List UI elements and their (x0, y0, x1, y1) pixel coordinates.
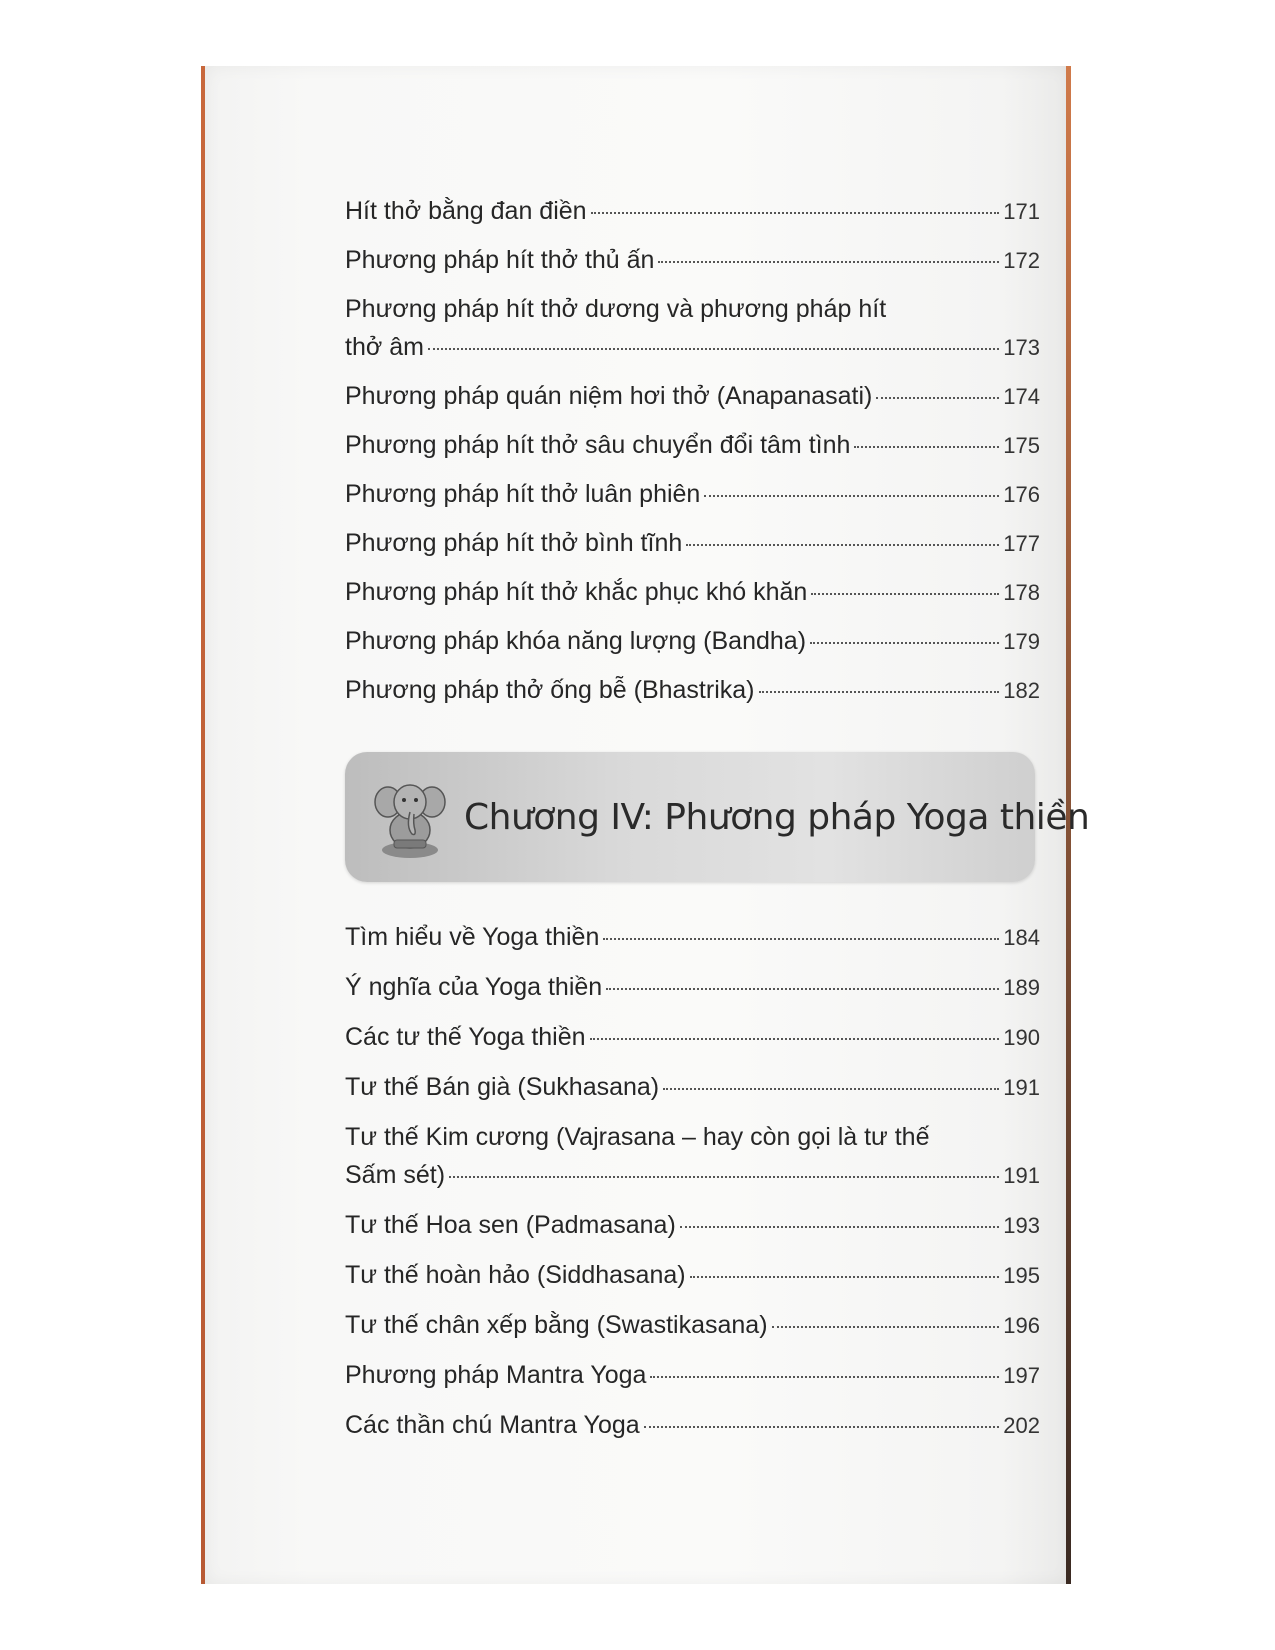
toc-entry-title: thở âm (345, 333, 424, 361)
toc-entry-page: 191 (1003, 1163, 1040, 1188)
toc-entry (345, 1410, 1040, 1441)
toc-entry (345, 1022, 1040, 1053)
toc-entry-title: Tư thế hoàn hảo (Siddhasana) (345, 1261, 686, 1289)
toc-entry-title: Các thần chú Mantra Yoga (345, 1411, 640, 1439)
toc-entry-page: 172 (1003, 248, 1040, 273)
toc-entry (345, 479, 1040, 510)
toc-entry-page: 177 (1003, 531, 1040, 556)
toc-entry (345, 430, 1040, 461)
toc-entry-title: Các tư thế Yoga thiền (345, 1023, 586, 1051)
toc-entry-page: 189 (1003, 975, 1040, 1000)
toc-entry-title: Sấm sét) (345, 1161, 446, 1189)
dot-leader (658, 261, 999, 263)
toc-entry-page: 197 (1003, 1363, 1040, 1388)
dot-leader (591, 212, 1000, 214)
toc-entry-title: Phương pháp hít thở luân phiên (345, 480, 701, 508)
dot-leader (449, 1176, 999, 1178)
dot-leader (686, 544, 999, 546)
toc-entry-page: 173 (1003, 335, 1040, 360)
toc-entry (345, 922, 1040, 953)
toc-entry-title: Phương pháp hít thở thủ ấn (345, 246, 655, 274)
toc-entry-title: Tư thế chân xếp bằng (Swastikasana) (345, 1311, 768, 1339)
toc-entry-title: Phương pháp hít thở khắc phục khó khăn (345, 578, 808, 606)
toc-entry-page: 171 (1003, 199, 1040, 224)
toc-entry-page: 182 (1003, 678, 1040, 703)
toc-entry-title-line1: Tư thế Kim cương (Vajrasana – hay còn gọi là tư thế (345, 1123, 930, 1151)
dot-leader (650, 1376, 999, 1378)
dot-leader (704, 495, 999, 497)
toc-entry (345, 1360, 1040, 1391)
dot-leader (759, 691, 1000, 693)
dot-leader (428, 348, 999, 350)
dot-leader (603, 938, 999, 940)
dot-leader (854, 446, 999, 448)
dot-leader (811, 593, 999, 595)
toc-entry (345, 626, 1040, 657)
toc-entry-page: 179 (1003, 629, 1040, 654)
toc-entry-page: 190 (1003, 1025, 1040, 1050)
toc-entry (345, 1210, 1040, 1241)
toc-entry-title: Phương pháp hít thở sâu chuyển đổi tâm tình (345, 431, 851, 459)
toc-entry (345, 1260, 1040, 1291)
toc-section-yoga-meditation (345, 922, 1040, 1460)
dot-leader (772, 1326, 1000, 1328)
toc-entry (345, 577, 1040, 608)
dot-leader (606, 988, 999, 990)
toc-entry-page: 193 (1003, 1213, 1040, 1238)
dot-leader (663, 1088, 999, 1090)
toc-entry-page: 202 (1003, 1413, 1040, 1438)
dot-leader (690, 1276, 1000, 1278)
toc-entry (345, 675, 1040, 706)
toc-entry (345, 1072, 1040, 1103)
toc-entry (345, 245, 1040, 276)
dot-leader (590, 1038, 1000, 1040)
toc-entry (345, 1310, 1040, 1341)
toc-entry-title: Tư thế Bán già (Sukhasana) (345, 1073, 660, 1101)
toc-entry-page: 195 (1003, 1263, 1040, 1288)
toc-entry-page: 184 (1003, 925, 1040, 950)
toc-entry (345, 972, 1040, 1003)
toc-entry-title: Tìm hiểu về Yoga thiền (345, 923, 600, 951)
elephant-meditating-icon (370, 772, 450, 862)
toc-entry-title: Phương pháp Mantra Yoga (345, 1361, 647, 1389)
toc-entry-page: 174 (1003, 384, 1040, 409)
toc-entry-title: Phương pháp hít thở bình tĩnh (345, 529, 683, 557)
chapter-banner (345, 752, 1090, 882)
dot-leader (680, 1226, 999, 1228)
toc-entry (345, 294, 1040, 363)
toc-entry-title: Ý nghĩa của Yoga thiền (345, 973, 603, 1001)
toc-entry-title: Phương pháp thở ống bễ (Bhastrika) (345, 676, 755, 704)
toc-entry-title: Tư thế Hoa sen (Padmasana) (345, 1211, 676, 1239)
dot-leader (644, 1426, 1000, 1428)
toc-entry-title: Hít thở bằng đan điền (345, 197, 587, 225)
toc-entry-page: 191 (1003, 1075, 1040, 1100)
toc-entry-title: Phương pháp khóa năng lượng (Bandha) (345, 627, 807, 655)
toc-entry (345, 381, 1040, 412)
toc-entry-page: 176 (1003, 482, 1040, 507)
chapter-title: Chương IV: Phương pháp Yoga thiền (464, 796, 1090, 838)
toc-entry (345, 528, 1040, 559)
toc-entry-title: Phương pháp quán niệm hơi thở (Anapanasati) (345, 382, 873, 410)
toc-entry-page: 178 (1003, 580, 1040, 605)
toc-entry-page: 196 (1003, 1313, 1040, 1338)
toc-entry-title-line1: Phương pháp hít thở dương và phương pháp hít (345, 295, 887, 323)
toc-entry-page: 175 (1003, 433, 1040, 458)
toc-entry (345, 196, 1040, 227)
dot-leader (810, 642, 999, 644)
toc-section-breathing (345, 196, 1040, 724)
dot-leader (876, 397, 999, 399)
toc-entry (345, 1122, 1040, 1191)
